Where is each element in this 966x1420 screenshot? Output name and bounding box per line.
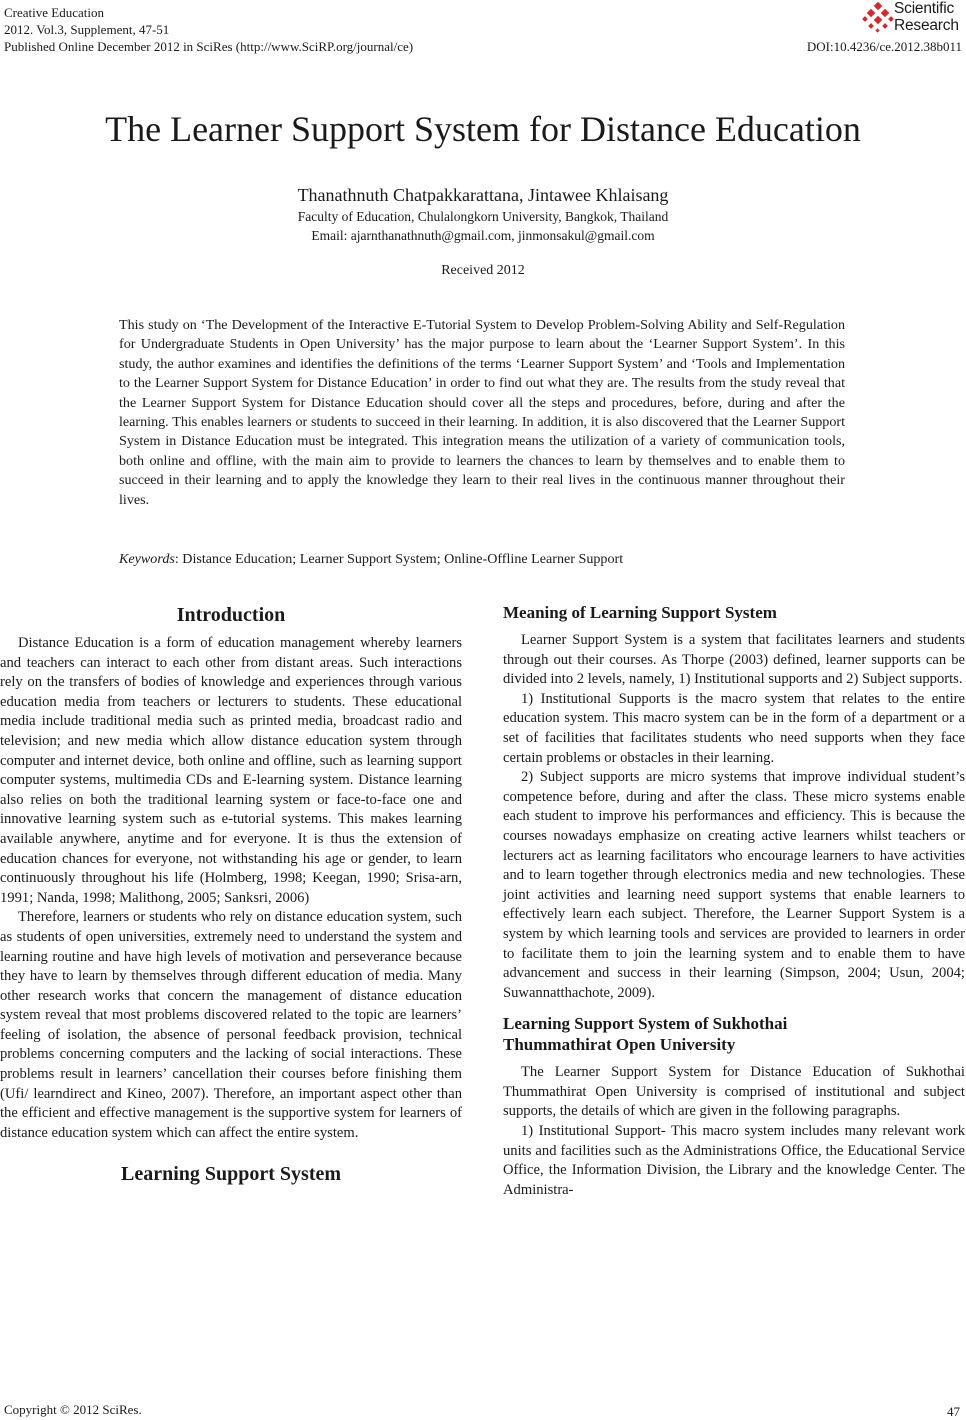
logo-wordmark xyxy=(894,0,959,34)
subsection-heading-line-1: Learning Support System of Sukhothai xyxy=(503,1014,788,1034)
paragraph: Therefore, learners or students who rely on distance education system, such as students of open universities, extremely need to understand the system and learning routine and have high levels of motivation and perseverance because they have to learn by themselves through different education of media. Many other research works that concern the management of distance education system reveal that most problems discovered related to the topic are learners’ feeling of isolation, the absence of personal feedback provision, technical problems concerning computers and the lacking of social interactions. These problems result in learners’ cancellation their courses before finishing them (Ufi/ learndirect and Kineo, 2007). Therefore, an important aspect other than the efficient and effective management is the supportive system for learners of distance education system which can affect the entire system. xyxy=(0,909,462,1141)
keywords-text: : Distance Education; Learner Support System; Online-Offline Learner Support xyxy=(174,551,624,567)
paragraph: Distance Education is a form of education management whereby learners and teachers can interact to each other from distant areas. Such interactions rely on the transfers of bodies of knowledge and experiences through various education media from teachers or lecturers to students. These educational media include traditional media such as printed media, broadcast radio and television; and new media which allow distance education system through computer and internet device, both online and offline, such as learning support computer systems, multimedia CDs and E-learning system. Distance learning also relies on both the traditional learning system or face-to-face one and innovative learning system such as e-tutorial systems. This makes learning available anywhere, anytime and for everyone. It is thus the extension of education chances for everyone, not withstanding his age or gender, to learn continuously throughout his life (Holmberg, 1998; Keegan, 1990; Srisa-arn, 1991; Nanda, 1998; Malithong, 2005; Sanksri, 2006) xyxy=(0,635,462,906)
doi: DOI:10.4236/ce.2012.38b011 xyxy=(806,39,962,54)
section-heading-learning-support-system: Learning Support System xyxy=(120,1163,342,1186)
logo-line-1: Scientific xyxy=(894,0,955,17)
keywords xyxy=(119,550,845,569)
subsection-heading-line-2: Thummathirat Open University xyxy=(503,1035,736,1055)
keywords-label: Keywords xyxy=(119,551,175,567)
section-heading-introduction: Introduction xyxy=(176,604,286,626)
journal-name: Creative Education xyxy=(4,5,104,20)
volume-info: 2012. Vol.3, Supplement, 47-51 xyxy=(4,22,170,37)
paragraph: 2) Subject supports are micro systems that improve individual student’s competence before, during and after the class. These micro systems enable each student to improve his performances and efficiency. This is because the courses nowadays emphasize on creating active learners whilst teachers or lecturers act as learning facilitators who encourage learners to have activities and to learn together through electronics media and new technologies. These joint activities and learning need support systems that enable learners to effectively learn each subject. Therefore, the Learner Support System is a system by which learning tools and services are provided to learners in order to facilitate them to join the learning system and to enable them to have advancement and success in their learning (Simpson, 2004; Usun, 2004; Suwannatthachote, 2009). xyxy=(503,769,965,1001)
paragraph: 1) Institutional Supports is the macro system that relates to the entire education system. This macro system can be in the form of a department or a set of facilities that facilitates students who need supports when they face certain problems or obstacles in their learning. xyxy=(503,690,965,766)
subsection-heading-stou xyxy=(503,1013,965,1055)
received-date: Received 2012 xyxy=(441,263,525,278)
paper-title: The Learner Support System for Distance Education xyxy=(105,109,861,149)
authors: Thanathnuth Chatpakkarattana, Jintawee Khlaisang xyxy=(297,185,669,205)
affiliation: Faculty of Education, Chulalongkorn University, Bangkok, Thailand xyxy=(297,209,669,224)
paragraph: Learner Support System is a system that facilitates learners and students through out their courses. As Thorpe (2003) defined, learner supports can be divided into 2 levels, namely, 1) Institutional supports and 2) Subject supports. xyxy=(503,632,965,688)
publication-info: Published Online December 2012 in SciRes (http://www.SciRP.org/journal/ce) xyxy=(4,39,414,54)
email: Email: ajarnthanathnuth@gmail.com, jinmonsakul@gmail.com xyxy=(311,228,655,243)
publisher-logo xyxy=(862,0,962,38)
page-number: 47 xyxy=(947,1404,960,1419)
diamond-cluster-icon xyxy=(862,2,896,36)
abstract: This study on ‘The Development of the Interactive E-Tutorial System to Develop Problem-Solving Ability and Self-Regulation for Undergraduate Students in Open University’ has the major purpose to learn about the ‘Learner Support System’. In this study, the author examines and identifies the definitions of the terms ‘Learner Support System’ and ‘Tools and Implementation to the Learner Support System for Distance Education’ in order to find out what they are. The results from the study reveal that the Learner Support System for Distance Education should cover all the steps and procedures, before, during and after the learning. This enables learners or students to succeed in their learning. In addition, it is also discovered that the Learner Support System in Distance Education must be integrated. This integration means the utilization of a variety of communication tools, both online and offline, with the main aim to provide to learners the chances to learn by themselves and to enable them to succeed in their learning and to apply the knowledge they learn to their real lives in the continuous manner throughout their lives. xyxy=(119,317,845,508)
paragraph: The Learner Support System for Distance Education of Sukhothai Thummathirat Open University is comprised of institutional and subject supports, the details of which are given in the following paragraphs. xyxy=(503,1064,965,1120)
left-column xyxy=(0,602,462,1193)
logo-line-2: Research xyxy=(894,17,959,34)
affiliation-block xyxy=(0,207,966,245)
subsection-heading-meaning: Meaning of Learning Support System xyxy=(503,603,777,622)
right-column xyxy=(503,602,965,1200)
copyright: Copyright © 2012 SciRes. xyxy=(4,1402,142,1417)
running-header xyxy=(4,4,413,55)
paragraph: 1) Institutional Support- This macro system includes many relevant work units and facilities such as the Administrations Office, the Educational Service Office, the Information Division, the Library and the knowledge Center. The Administra- xyxy=(503,1123,965,1198)
